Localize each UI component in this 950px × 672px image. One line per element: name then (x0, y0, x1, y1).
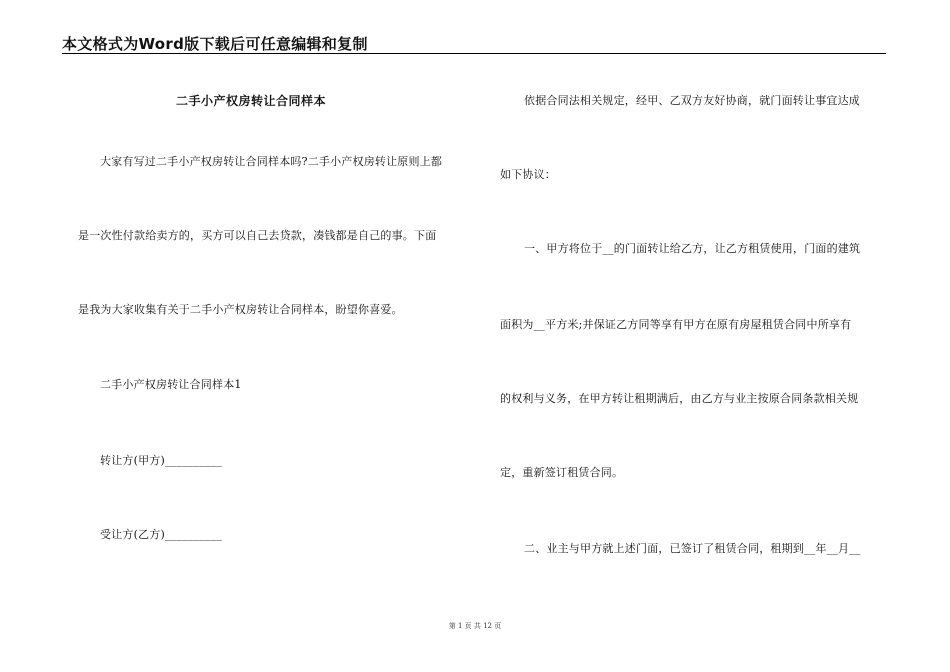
paragraph-line: 是我为大家收集有关于二手小产权房转让合同样本，盼望你喜爱。 (78, 303, 403, 316)
paragraph-line: 是一次性付款给卖方的，买方可以自己去贷款，凑钱都是自己的事。下面 (78, 229, 437, 242)
paragraph-line: 定，重新签订租赁合同。 (500, 466, 624, 479)
section-heading: 二手小产权房转让合同样本1 (100, 378, 242, 391)
paragraph-line: 大家有写过二手小产权房转让合同样本吗?二手小产权房转让原则上都 (100, 155, 443, 168)
clause-one-line: 一、甲方将位于__的门面转让给乙方，让乙方租赁使用，门面的建筑 (524, 242, 861, 255)
document-header-title: 本文格式为Word版下载后可任意编辑和复制 (62, 35, 368, 53)
paragraph-line: 依据合同法相关规定，经甲、乙双方友好协商，就门面转让事宜达成 (524, 94, 860, 107)
page-number-footer: 第 1 页 共 12 页 (448, 622, 502, 630)
left-column (78, 0, 468, 672)
paragraph-line: 面积为__平方米;并保证乙方同等享有甲方在原有房屋租赁合同中所享有 (500, 318, 852, 331)
paragraph-line: 的权利与义务，在甲方转让租期满后，由乙方与业主按原合同条款相关规 (500, 392, 859, 405)
transferee-field: 受让方(乙方)__________ (100, 528, 222, 541)
transferor-field: 转让方(甲方)__________ (100, 454, 222, 467)
right-column (500, 0, 890, 672)
document-title: 二手小产权房转让合同样本 (176, 94, 327, 108)
paragraph-line: 如下协议： (500, 168, 556, 181)
clause-two-line: 二、业主与甲方就上述门面，已签订了租赁合同，租期到__年__月__ (524, 542, 861, 555)
